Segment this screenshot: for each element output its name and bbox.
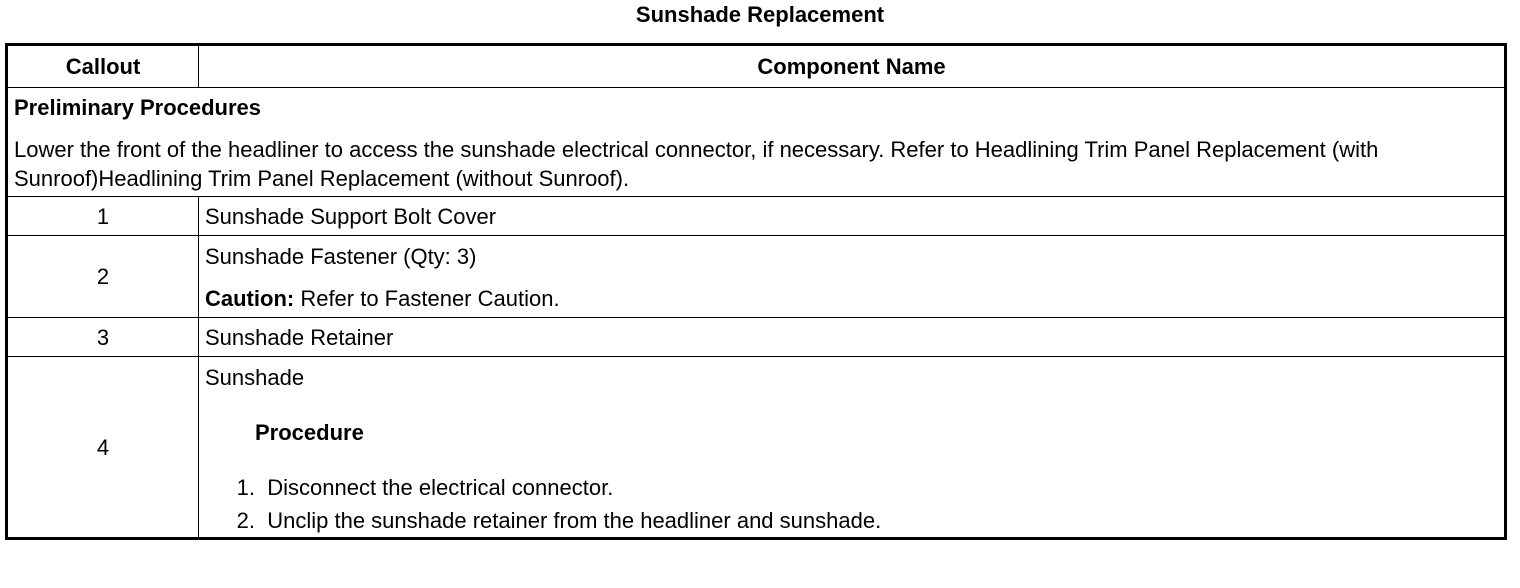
- component-table: [5, 43, 1507, 540]
- table-row: [7, 318, 1506, 357]
- component-name: Sunshade: [205, 365, 305, 390]
- callout-cell: 1: [7, 197, 199, 236]
- procedure-steps: [205, 471, 1498, 537]
- component-name-cell: [199, 236, 1506, 318]
- callout-cell: 4: [7, 357, 199, 539]
- step-text: Disconnect the electrical connector.: [267, 475, 614, 500]
- procedure-step: [205, 504, 1498, 537]
- procedure-heading: Procedure: [255, 420, 364, 445]
- component-name: Sunshade Fastener (Qty: 3): [205, 244, 477, 269]
- preliminary-procedures-heading: Preliminary Procedures: [14, 95, 262, 120]
- step-number: 2.: [236, 508, 255, 533]
- step-text: Unclip the sunshade retainer from the headliner and sunshade.: [267, 508, 882, 533]
- caution-text: Refer to Fastener Caution.: [294, 286, 560, 311]
- callout-cell: 3: [7, 318, 199, 357]
- component-name-cell: Sunshade Retainer: [199, 318, 1506, 357]
- step-number: 1.: [236, 475, 255, 500]
- table-row: [7, 357, 1506, 539]
- preliminary-procedures-cell: [7, 88, 1506, 197]
- table-header-row: [7, 45, 1506, 88]
- caution-label: Caution:: [205, 286, 295, 311]
- component-name-column-header: Component Name: [199, 45, 1506, 88]
- caution-note: [205, 284, 1498, 313]
- preliminary-procedures-text: Lower the front of the headliner to access the sunshade electrical connector, if necessary. Refer to Headlining Trim Panel Replacement (with Sunroof)Headlining Trim Panel Replacement (without Sunroof).: [14, 137, 1379, 191]
- preliminary-procedures-row: [7, 88, 1506, 197]
- procedure-step: [205, 471, 1498, 504]
- page-title: Sunshade Replacement: [635, 2, 885, 27]
- callout-column-header: Callout: [7, 45, 199, 88]
- table-row: [7, 197, 1506, 236]
- component-name-cell: Sunshade Support Bolt Cover: [199, 197, 1506, 236]
- component-name-cell: [199, 357, 1506, 539]
- table-row: [7, 236, 1506, 318]
- callout-cell: 2: [7, 236, 199, 318]
